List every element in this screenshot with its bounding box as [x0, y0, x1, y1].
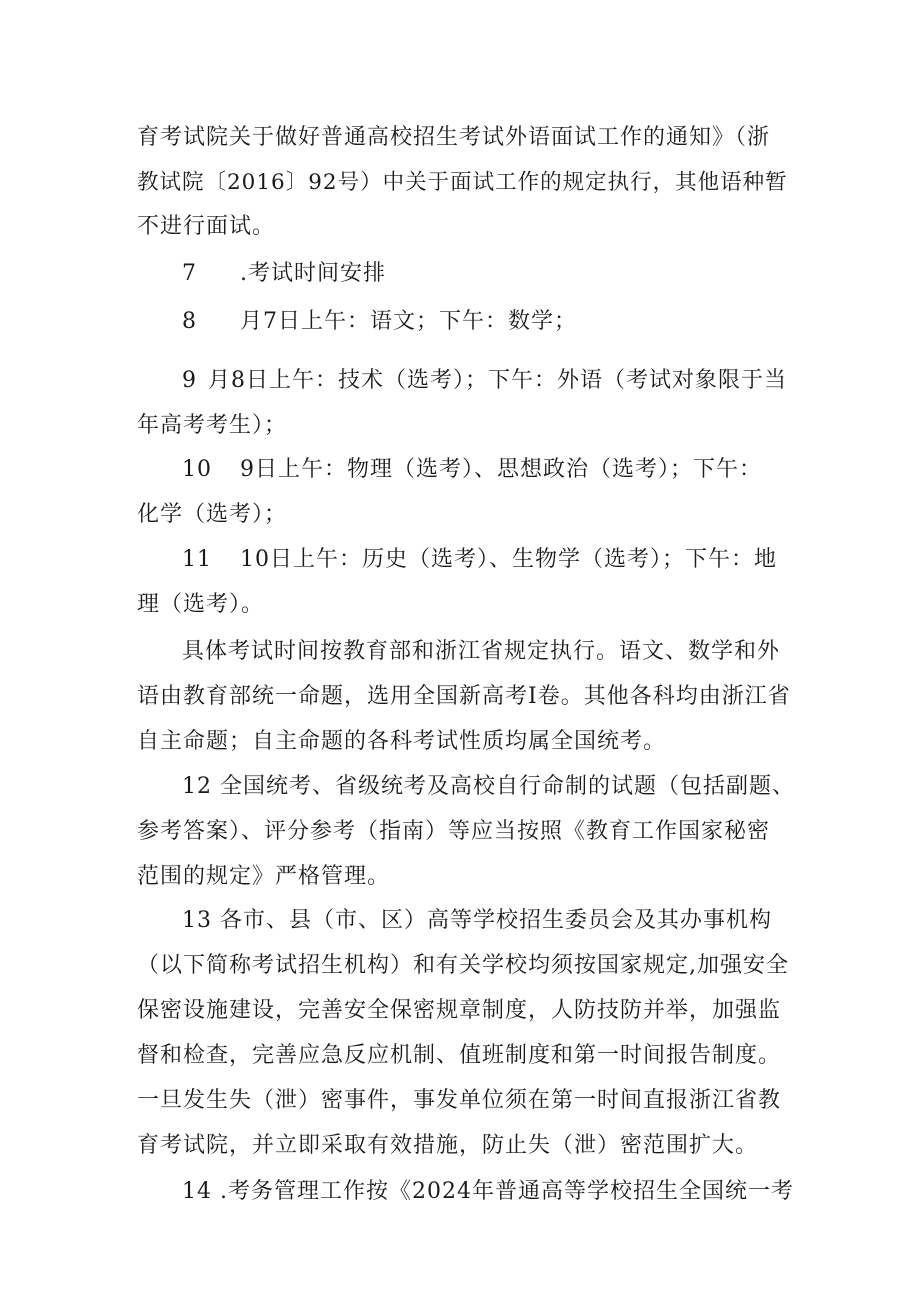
text-line: 具体考试时间按教育部和浙江省规定执行。语文、数学和外	[182, 639, 781, 664]
text-line: 一旦发生失（泄）密事件，事发单位须在第一时间直报浙江省教	[137, 1088, 782, 1113]
text-line: 化学（选考）；	[137, 502, 288, 527]
text-line: 理（选考）。	[137, 592, 265, 617]
item-text: 10日上午：历史（选考）、生物学（选考）；下午：地	[240, 547, 777, 572]
text-line: 范围的规定》严格管理。	[137, 864, 391, 889]
text-line: 保密设施建设，完善安全保密规章制度，人防技防并举，加强监	[137, 998, 782, 1023]
text-line: 12 全国统考、省级统考及高校自行命制的试题（包括副题、	[182, 774, 795, 799]
item-number: 8	[182, 309, 197, 334]
text-line: 不进行面试。	[137, 214, 276, 239]
text-line: 自主命题；自主命题的各科考试性质均属全国统考。	[137, 729, 667, 754]
item-number: 10	[182, 457, 212, 482]
text-line: 育考试院关于做好普通高校招生考试外语面试工作的通知》（浙	[137, 125, 771, 150]
list-item	[182, 366, 842, 396]
item-number: 7	[182, 261, 197, 286]
item-text: 月7日上午：语文；下午：数学；	[240, 309, 577, 334]
item-number: 9	[182, 368, 197, 393]
item-text: .考试时间安排	[240, 261, 386, 286]
text-line: 13 各市、县（市、区）高等学校招生委员会及其办事机构	[182, 908, 772, 933]
text-line: 语由教育部统一命题，选用全国新高考I卷。其他各科均由浙江省	[137, 684, 791, 709]
list-item	[182, 545, 842, 575]
text-line: 14 .考务管理工作按《2024年普通高等学校招生全国统一考	[182, 1179, 794, 1204]
text-line: 年高考考生）；	[137, 413, 288, 438]
list-item	[182, 455, 842, 485]
item-text: 9日上午：物理（选考）、思想政治（选考）；下午：	[240, 457, 762, 482]
text-line: 育考试院，并立即采取有效措施，防止失（泄）密范围扩大。	[137, 1133, 759, 1158]
item-text: 月8日上午：技术（选考）；下午：外语（考试对象限于当	[208, 368, 787, 393]
item-number: 11	[182, 547, 212, 572]
text-line: 参考答案）、评分参考（指南）等应当按照《教育工作国家秘密	[137, 819, 771, 844]
text-line: （以下简称考试招生机构）和有关学校均须按国家规定,加强安全	[137, 953, 789, 978]
list-item	[182, 259, 842, 289]
text-line: 督和检查，完善应急反应机制、值班制度和第一时间报告制度。	[137, 1043, 782, 1068]
text-line: 教试院〔2016〕92号）中关于面试工作的规定执行，其他语种暂	[137, 170, 788, 195]
list-item	[182, 307, 842, 337]
